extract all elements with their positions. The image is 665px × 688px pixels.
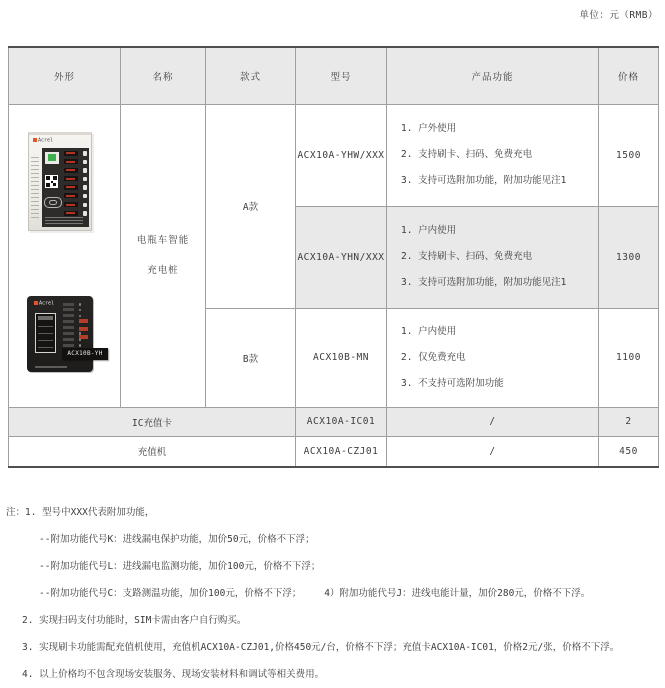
ic-card-reader-icon [44,197,62,208]
note-line: 4. 以上价格均不包含现场安装服务、现场安装材料和调试等相关费用。 [22,669,325,680]
channel-button [83,185,88,190]
led-display [64,211,78,216]
features-cell: / [387,407,599,436]
feature-item: 2. 支持刷卡、扫码、免费充电 [401,149,533,160]
style-a-cell: A款 [206,104,296,308]
acrel-logo [33,138,53,144]
col-header-price: 价格 [599,47,659,104]
led-display [64,185,78,190]
indicator-dot [79,309,82,312]
device-b-sticker [35,313,56,353]
channel-button [83,211,88,216]
note-line: --附加功能代号L：进线漏电监测功能，加价100元，价格不下浮； [39,561,321,572]
col-header-style: 款式 [206,47,296,104]
note-line: 注：1. 型号中XXX代表附加功能， [6,507,155,518]
led-display [64,151,78,156]
device-b-red-text [79,319,88,340]
device-b-model-tag: ACX10B-YH [62,348,108,360]
brand-mark-icon [33,138,37,142]
led-display [64,202,78,207]
product-price-table [8,46,659,468]
style-b-cell: B款 [206,308,296,407]
note-line: 3. 实现刷卡功能需配充值机使用，充值机ACX10A-CZJ01,价格450元/台，价格不下浮；充值卡ACX10A-IC01，价格2元/张，价格不下浮。 [22,642,620,653]
indicator-dot [79,315,82,318]
product-name-line: 充电桩 [147,264,179,276]
price-cell: 1500 [599,104,659,206]
indicator-slot [63,344,74,347]
model-cell: ACX10A-YHN/XXX [296,206,387,308]
led-display [64,193,78,198]
feature-item: 1. 户外使用 [401,123,457,134]
device-a-image [28,132,92,231]
channel-button [83,151,88,156]
features-cell [387,104,599,206]
note-line: 2. 实现扫码支付功能时，SIM卡需由客户自行购买。 [22,615,247,626]
price-cell: 2 [599,407,659,436]
indicator-slot [63,338,74,341]
header-row [9,47,659,104]
col-header-model: 型号 [296,47,387,104]
brand-text: Acrel [39,300,55,306]
note-line: --附加功能代号K：进线漏电保护功能，加价50元，价格不下浮； [39,534,315,545]
price-cell: 1100 [599,308,659,407]
col-header-appearance: 外形 [9,47,121,104]
lcd-icon [48,154,56,161]
note-line: --附加功能代号C：支路测温功能，加价100元，价格不下浮； 4）附加功能代号J：进线电能计量，加价280元，价格不下浮。 [39,588,591,599]
brand-text: Acrel [38,137,54,143]
channel-button [83,194,88,199]
product-name-cell [121,104,206,407]
led-display [64,168,78,173]
device-b-footnote-text [35,366,67,368]
indicator-slot [63,332,74,335]
col-header-name: 名称 [121,47,206,104]
features-cell: / [387,436,599,467]
feature-item: 1. 户内使用 [401,225,457,236]
product-name-line: 电瓶车智能 [136,234,190,246]
model-cell: ACX10A-CZJ01 [296,436,387,467]
device-a-footnote-text [45,217,83,224]
table-row [9,104,659,206]
feature-item: 3. 不支持可选附加功能 [401,377,504,389]
led-display [64,176,78,181]
channel-button [83,160,88,165]
appearance-cell [9,104,121,407]
led-display [64,159,78,164]
feature-item: 2. 仅免费充电 [401,351,466,363]
model-cell: ACX10A-IC01 [296,407,387,436]
unit-label: 单位：元（RMB） [579,10,658,21]
device-a-side-text [31,157,39,219]
indicator-slot [63,326,74,329]
display-screen-icon [45,152,59,164]
indicator-dot [79,344,82,347]
features-cell [387,308,599,407]
price-cell: 450 [599,436,659,467]
accessory-name-cell: IC充值卡 [9,407,296,436]
qr-code-icon [45,175,58,188]
table-row [9,436,659,467]
channel-button [83,168,88,173]
indicator-slot [63,308,74,311]
col-header-features: 产品功能 [387,47,599,104]
indicator-slot [63,303,74,306]
indicator-slot [63,314,74,317]
feature-item: 2. 支持刷卡、扫码、免费充电 [401,251,533,262]
feature-item: 3. 支持可选附加功能，附加功能见注1 [401,175,567,186]
feature-item: 3. 支持可选附加功能，附加功能见注1 [401,277,567,288]
device-a-panel [42,148,89,227]
price-cell: 1300 [599,206,659,308]
accessory-name-cell: 充值机 [9,436,296,467]
features-cell [387,206,599,308]
device-b-image [27,296,103,372]
table-row [9,407,659,436]
channel-button [83,177,88,182]
indicator-slot [63,320,74,323]
notes-section [6,499,662,688]
feature-item: 1. 户内使用 [401,325,457,337]
acrel-logo [34,301,54,307]
led-display-column [64,151,87,220]
model-cell: ACX10A-YHW/XXX [296,104,387,206]
indicator-dot [79,303,82,306]
channel-button [83,203,88,208]
model-cell: ACX10B-MN [296,308,387,407]
brand-mark-icon [34,301,38,305]
